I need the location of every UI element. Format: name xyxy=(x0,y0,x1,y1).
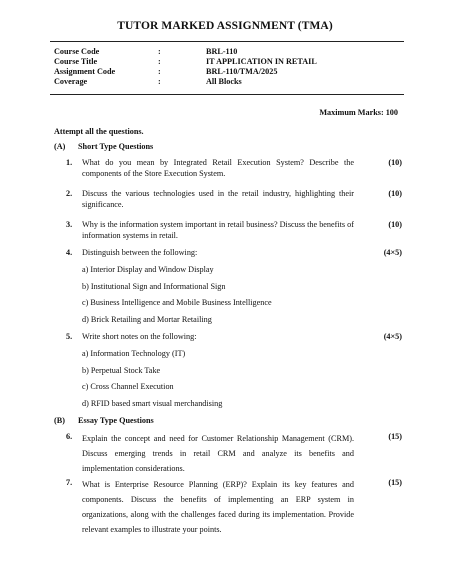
section-b-heading xyxy=(54,416,154,425)
question-text: What do you mean by Integrated Retail Execution System? Describe the components of the Store Execution System. xyxy=(82,158,354,178)
question-marks: (10) xyxy=(388,220,402,229)
assignment-code-row xyxy=(54,67,404,77)
question-text: What is Enterprise Resource Planning (ERP)? Explain its key features and components. Discuss the benefits of implementing an ERP system in organizations, along with the challenges faced during its implementation. Provide relevant examples to illustrate your points. xyxy=(82,480,354,534)
section-letter: (A) xyxy=(54,142,66,151)
info-value: BRL-110 xyxy=(206,47,238,56)
question-number: 5. xyxy=(66,332,73,341)
section-title: Essay Type Questions xyxy=(78,416,154,425)
question-marks: (10) xyxy=(388,189,402,198)
question-marks: (15) xyxy=(388,432,402,441)
course-info-block xyxy=(54,47,404,87)
info-colon: : xyxy=(158,47,161,56)
sub-question: a) Information Technology (IT) xyxy=(82,349,186,358)
sub-question: a) Interior Display and Window Display xyxy=(82,265,214,274)
info-label: Assignment Code xyxy=(54,67,116,76)
info-value: IT APPLICATION IN RETAIL xyxy=(206,57,317,66)
maximum-marks: Maximum Marks: 100 xyxy=(319,108,398,117)
question-text: Write short notes on the following: xyxy=(82,332,197,341)
sub-question: b) Institutional Sign and Informational Sign xyxy=(82,282,226,291)
course-title-row xyxy=(54,57,404,67)
question-number: 6. xyxy=(66,432,73,441)
info-colon: : xyxy=(158,57,161,66)
section-title: Short Type Questions xyxy=(78,142,154,151)
question-number: 2. xyxy=(66,189,73,198)
question-marks: (15) xyxy=(388,478,402,487)
question-text: Distinguish between the following: xyxy=(82,248,198,257)
sub-question: d) RFID based smart visual merchandising xyxy=(82,399,223,408)
course-code-row xyxy=(54,47,404,57)
question-number: 4. xyxy=(66,248,73,257)
info-label: Course Title xyxy=(54,57,98,66)
instruction-text: Attempt all the questions. xyxy=(54,127,144,136)
info-colon: : xyxy=(158,67,161,76)
info-label: Coverage xyxy=(54,77,88,86)
coverage-row xyxy=(54,77,404,87)
info-colon: : xyxy=(158,77,161,86)
question-text: Why is the information system important in retail business? Discuss the benefits of information systems in retail. xyxy=(82,220,354,240)
info-divider xyxy=(50,94,404,95)
question-text: Discuss the various technologies used in the retail industry, highlighting their significance. xyxy=(82,189,354,209)
sub-question: c) Cross Channel Execution xyxy=(82,382,174,391)
info-label: Course Code xyxy=(54,47,100,56)
question-number: 7. xyxy=(66,478,73,487)
info-value: All Blocks xyxy=(206,77,242,86)
question-marks: (4×5) xyxy=(383,248,402,257)
sub-question: c) Business Intelligence and Mobile Business Intelligence xyxy=(82,298,272,307)
sub-question: b) Perpetual Stock Take xyxy=(82,366,161,375)
info-value: BRL-110/TMA/2025 xyxy=(206,67,278,76)
sub-question: d) Brick Retailing and Mortar Retailing xyxy=(82,315,212,324)
question-marks: (10) xyxy=(388,158,402,167)
question-number: 1. xyxy=(66,158,73,167)
question-text: Explain the concept and need for Customer Relationship Management (CRM). Discuss emerging trends in retail CRM and analyze its benefits and implementation considerations. xyxy=(82,434,354,473)
question-number: 3. xyxy=(66,220,73,229)
question-marks: (4×5) xyxy=(383,332,402,341)
section-a-heading xyxy=(54,142,153,151)
top-divider xyxy=(50,41,404,42)
document-title: TUTOR MARKED ASSIGNMENT (TMA) xyxy=(117,20,333,32)
section-letter: (B) xyxy=(54,416,65,425)
